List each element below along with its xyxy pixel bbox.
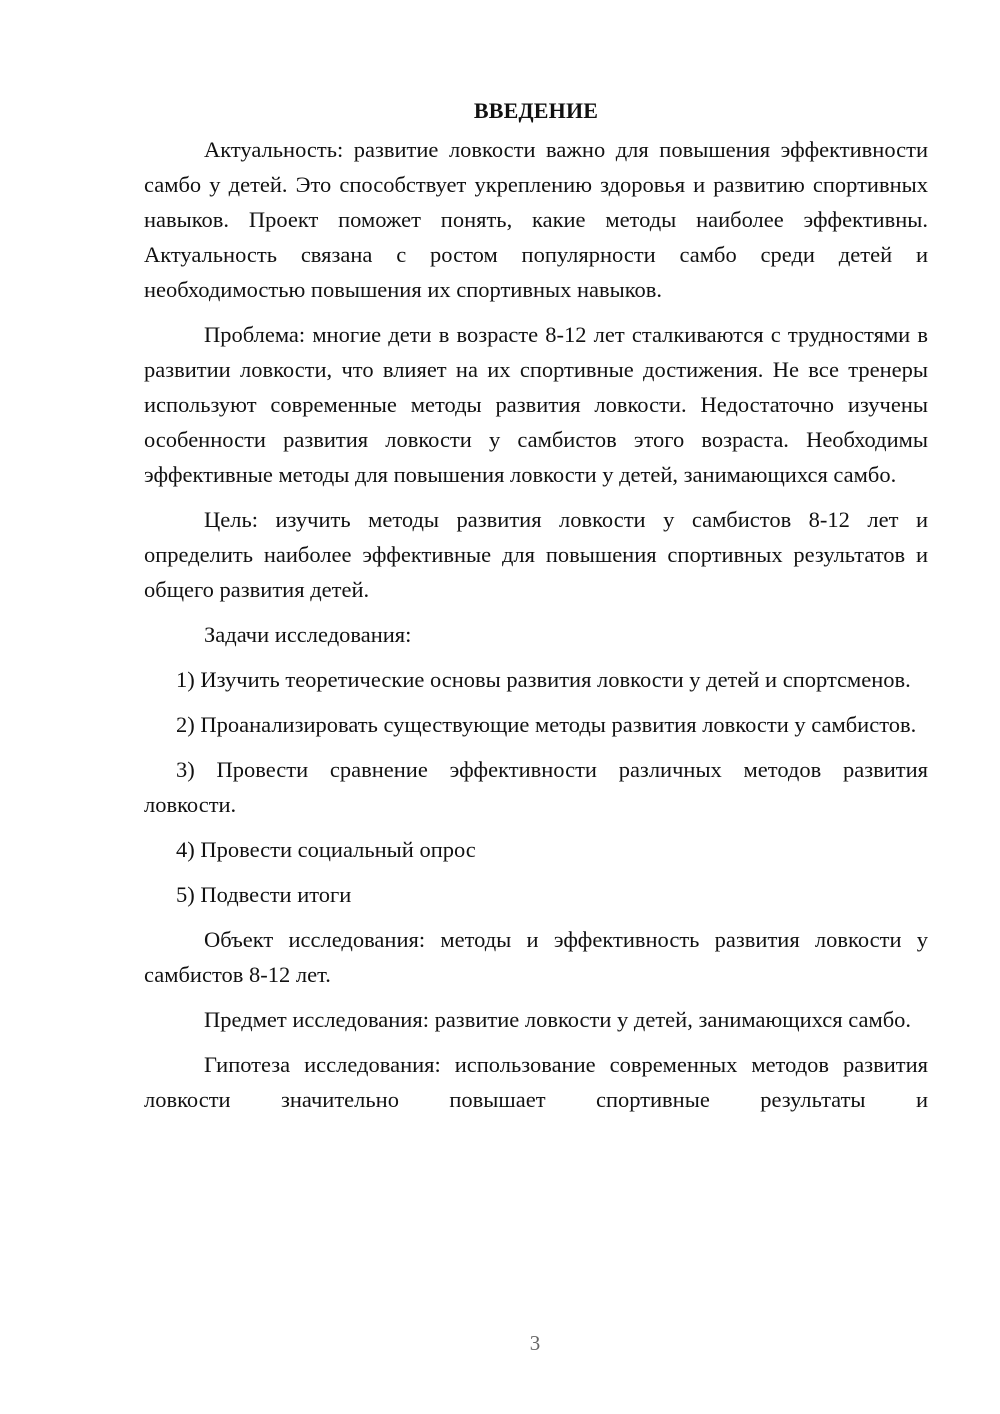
paragraph-goal: Цель: изучить методы развития ловкости у самбистов 8-12 лет и определить наиболее эффективные для повышения спортивных результатов и общего развития детей. (144, 507, 928, 602)
page-number: 3 (529, 1331, 541, 1355)
document-page (144, 96, 928, 1117)
task-item-4: 4) Провести социальный опрос (176, 837, 476, 862)
section-heading: ВВЕДЕНИЕ (473, 98, 599, 123)
paragraph-problem: Проблема: многие дети в возрасте 8-12 лет сталкиваются с трудностями в развитии ловкости, что влияет на их спортивные достижения. Не все тренеры используют современные методы развития ловкости. Недостаточно изучены особенности развития ловкости у самбистов этого возраста. Необходимы эффективные методы для повышения ловкости у детей, занимающихся самбо. (144, 322, 928, 487)
paragraph-relevance: Актуальность: развитие ловкости важно для повышения эффективности самбо у детей. Это способствует укреплению здоровья и развитию спортивных навыков. Проект поможет понять, какие методы наиболее эффективны. Актуальность связана с ростом популярности самбо среди детей и необходимостью повышения их спортивных навыков. (144, 137, 928, 302)
paragraph-hypothesis: Гипотеза исследования: использование современных методов развития ловкости значительно повышает спортивные результаты и (144, 1052, 928, 1112)
task-item-5: 5) Подвести итоги (176, 882, 352, 907)
task-item-1: 1) Изучить теоретические основы развития ловкости у детей и спортсменов. (176, 667, 911, 692)
tasks-title: Задачи исследования: (204, 622, 412, 647)
task-item-2: 2) Проанализировать существующие методы развития ловкости у самбистов. (176, 712, 917, 737)
paragraph-object: Объект исследования: методы и эффективность развития ловкости у самбистов 8-12 лет. (144, 927, 928, 987)
task-item-3: 3) Провести сравнение эффективности различных методов развития ловкости. (144, 757, 928, 817)
paragraph-subject: Предмет исследования: развитие ловкости у детей, занимающихся самбо. (204, 1007, 912, 1032)
